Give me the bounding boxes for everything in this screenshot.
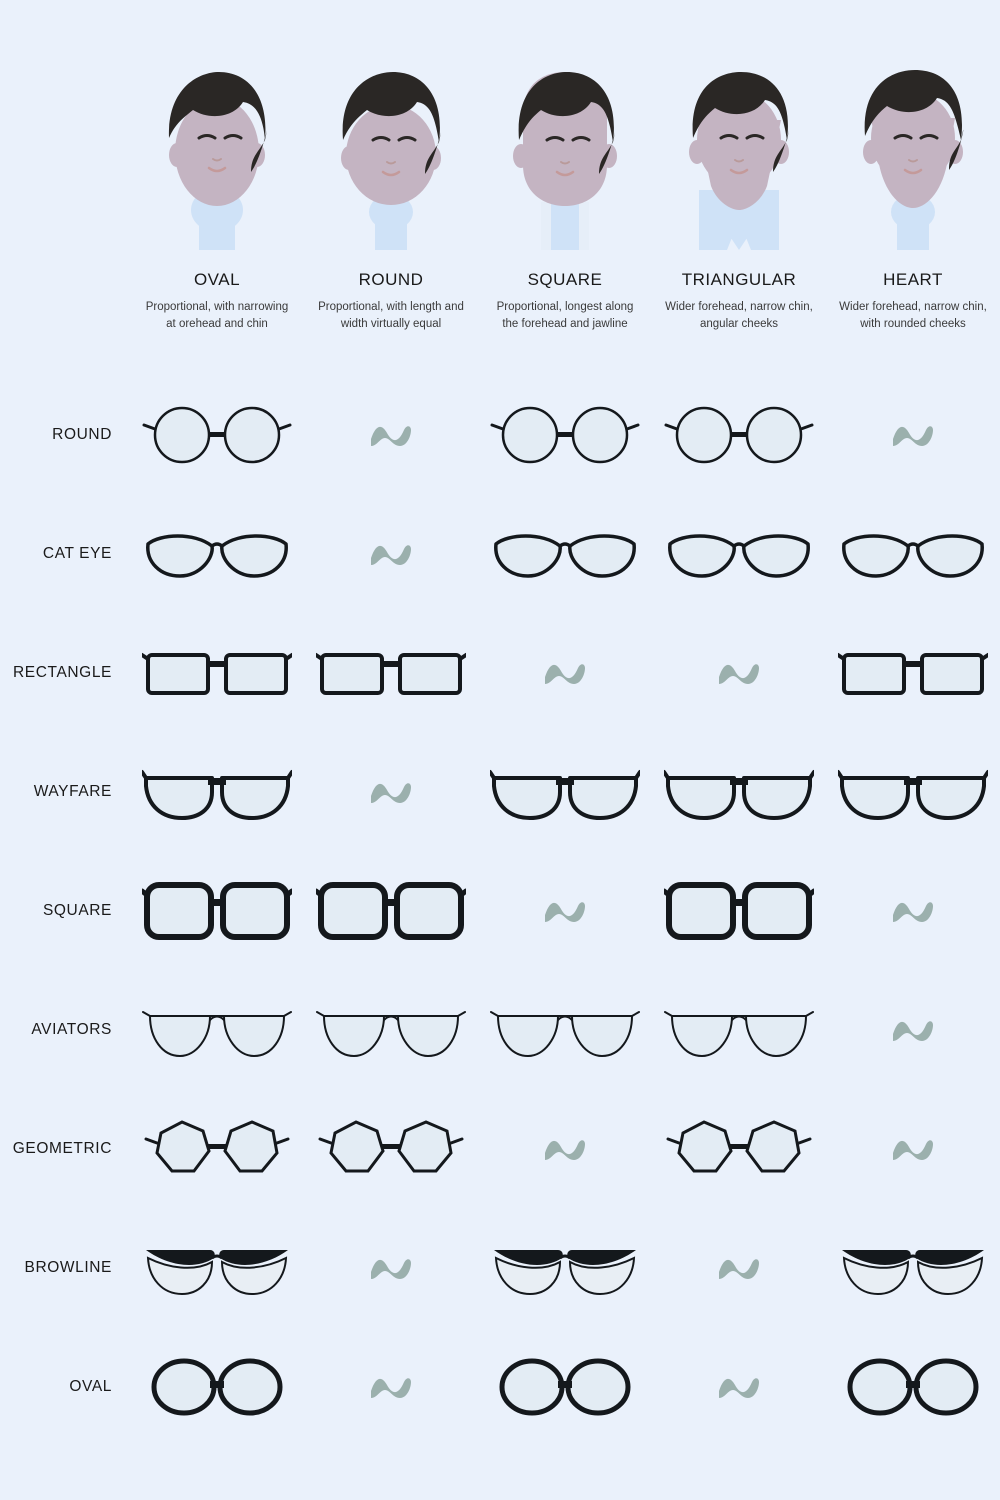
square-glasses-icon <box>664 871 814 951</box>
squiggle-icon <box>542 896 588 926</box>
squiggle-icon <box>716 1372 762 1402</box>
glasses-browline-square <box>478 1208 652 1327</box>
face-illustration-square <box>495 60 635 250</box>
glasses-square-round <box>304 851 478 970</box>
not-recommended-squiggle-round-round <box>304 375 478 494</box>
not-recommended-squiggle-square-heart <box>826 851 1000 970</box>
not-recommended-squiggle-geometric-heart <box>826 1089 1000 1208</box>
face-illustration-oval <box>147 60 287 250</box>
glasses-rectangle-oval <box>130 613 304 732</box>
glasses-aviator-square <box>478 970 652 1089</box>
row-label-rectangle: RECTANGLE <box>13 663 112 681</box>
glasses-row <box>0 494 1000 613</box>
not-recommended-squiggle-square-square <box>478 851 652 970</box>
face-label-heart: HEART <box>883 270 943 289</box>
rectangle-glasses-icon <box>142 633 292 713</box>
glasses-row <box>0 1208 1000 1327</box>
glasses-geometric-triangular <box>652 1089 826 1208</box>
glasses-geometric-round <box>304 1089 478 1208</box>
glasses-cateye-oval <box>130 494 304 613</box>
glasses-wayfare-triangular <box>652 732 826 851</box>
glasses-browline-oval <box>130 1208 304 1327</box>
round-glasses-icon <box>664 395 814 475</box>
geometric-glasses-icon <box>664 1109 814 1189</box>
browline-glasses-icon <box>490 1228 640 1308</box>
face-column-round <box>304 60 478 332</box>
cateye-glasses-icon <box>142 514 292 594</box>
squiggle-icon <box>890 1134 936 1164</box>
cateye-glasses-icon <box>490 514 640 594</box>
face-description-square: Proportional, longest along the forehead and jawline <box>496 301 634 330</box>
face-column-triangular <box>652 60 826 332</box>
aviator-glasses-icon <box>316 990 466 1070</box>
squiggle-icon <box>368 539 414 569</box>
glasses-row <box>0 1089 1000 1208</box>
wayfare-glasses-icon <box>142 752 292 832</box>
face-illustration-round <box>321 60 461 250</box>
row-label-aviators: AVIATORS <box>31 1020 112 1038</box>
glasses-aviator-oval <box>130 970 304 1089</box>
not-recommended-squiggle-round-heart <box>826 375 1000 494</box>
glasses-aviator-round <box>304 970 478 1089</box>
row-label-cat-eye: CAT EYE <box>42 544 112 562</box>
glasses-round-oval <box>130 375 304 494</box>
not-recommended-squiggle-cat-eye-round <box>304 494 478 613</box>
glasses-row <box>0 732 1000 851</box>
aviator-glasses-icon <box>142 990 292 1070</box>
rectangle-glasses-icon <box>316 633 466 713</box>
face-column-square <box>478 60 652 332</box>
glasses-geometric-oval <box>130 1089 304 1208</box>
glasses-cateye-triangular <box>652 494 826 613</box>
glasses-row <box>0 1327 1000 1446</box>
row-label-oval: OVAL <box>69 1377 112 1395</box>
glasses-wayfare-oval <box>130 732 304 851</box>
squiggle-icon <box>890 420 936 450</box>
squiggle-icon <box>542 658 588 688</box>
glasses-cateye-heart <box>826 494 1000 613</box>
glasses-wayfare-square <box>478 732 652 851</box>
browline-glasses-icon <box>142 1228 292 1308</box>
face-column-heart <box>826 60 1000 332</box>
squiggle-icon <box>890 896 936 926</box>
rectangle-glasses-icon <box>838 633 988 713</box>
glasses-row <box>0 970 1000 1089</box>
wayfare-glasses-icon <box>490 752 640 832</box>
glasses-rectangle-round <box>304 613 478 732</box>
squiggle-icon <box>890 1015 936 1045</box>
not-recommended-squiggle-browline-round <box>304 1208 478 1327</box>
wayfare-glasses-icon <box>664 752 814 832</box>
squiggle-icon <box>542 1134 588 1164</box>
glasses-square-oval <box>130 851 304 970</box>
square-glasses-icon <box>316 871 466 951</box>
glasses-oval-square <box>478 1327 652 1446</box>
face-label-round: ROUND <box>358 270 424 289</box>
glasses-rectangle-heart <box>826 613 1000 732</box>
not-recommended-squiggle-rectangle-square <box>478 613 652 732</box>
cateye-glasses-icon <box>664 514 814 594</box>
glasses-round-square <box>478 375 652 494</box>
not-recommended-squiggle-geometric-square <box>478 1089 652 1208</box>
glasses-square-triangular <box>652 851 826 970</box>
round-glasses-icon <box>142 395 292 475</box>
not-recommended-squiggle-aviators-heart <box>826 970 1000 1089</box>
geometric-glasses-icon <box>316 1109 466 1189</box>
round-glasses-icon <box>490 395 640 475</box>
face-illustration-heart <box>843 60 983 250</box>
browline-glasses-icon <box>838 1228 988 1308</box>
squiggle-icon <box>368 777 414 807</box>
glasses-grid <box>0 375 1000 1446</box>
face-label-square: SQUARE <box>527 270 603 289</box>
row-label-square: SQUARE <box>42 901 112 919</box>
squiggle-icon <box>368 420 414 450</box>
squiggle-icon <box>368 1253 414 1283</box>
face-description-round: Proportional, with length and width virtually equal <box>318 301 464 330</box>
not-recommended-squiggle-oval-round <box>304 1327 478 1446</box>
face-shape-header <box>130 60 1000 332</box>
glasses-row <box>0 613 1000 732</box>
face-description-triangular: Wider forehead, narrow chin, angular cheeks <box>665 301 813 330</box>
oval-glasses-icon <box>490 1347 640 1427</box>
squiggle-icon <box>716 658 762 688</box>
not-recommended-squiggle-wayfare-round <box>304 732 478 851</box>
face-description-oval: Proportional, with narrowing at orehead and chin <box>145 301 289 330</box>
glasses-row <box>0 851 1000 970</box>
squiggle-icon <box>716 1253 762 1283</box>
glasses-aviator-triangular <box>652 970 826 1089</box>
squiggle-icon <box>368 1372 414 1402</box>
not-recommended-squiggle-rectangle-triangular <box>652 613 826 732</box>
row-label-round: ROUND <box>52 425 112 443</box>
face-label-oval: OVAL <box>193 270 241 289</box>
glasses-row <box>0 375 1000 494</box>
face-description-heart: Wider forehead, narrow chin, with rounded cheeks <box>839 301 987 330</box>
glasses-round-triangular <box>652 375 826 494</box>
aviator-glasses-icon <box>664 990 814 1070</box>
glasses-browline-heart <box>826 1208 1000 1327</box>
square-glasses-icon <box>142 871 292 951</box>
glasses-cateye-square <box>478 494 652 613</box>
oval-glasses-icon <box>838 1347 988 1427</box>
face-label-triangular: TRIANGULAR <box>681 270 797 289</box>
oval-glasses-icon <box>142 1347 292 1427</box>
face-illustration-triangular <box>669 60 809 250</box>
row-label-geometric: GEOMETRIC <box>12 1139 112 1157</box>
glasses-oval-heart <box>826 1327 1000 1446</box>
glasses-oval-oval <box>130 1327 304 1446</box>
row-label-browline: BROWLINE <box>24 1258 112 1276</box>
face-column-oval <box>130 60 304 332</box>
not-recommended-squiggle-oval-triangular <box>652 1327 826 1446</box>
row-label-wayfare: WAYFARE <box>33 782 112 800</box>
cateye-glasses-icon <box>838 514 988 594</box>
wayfare-glasses-icon <box>838 752 988 832</box>
aviator-glasses-icon <box>490 990 640 1070</box>
not-recommended-squiggle-browline-triangular <box>652 1208 826 1327</box>
glasses-wayfare-heart <box>826 732 1000 851</box>
geometric-glasses-icon <box>142 1109 292 1189</box>
